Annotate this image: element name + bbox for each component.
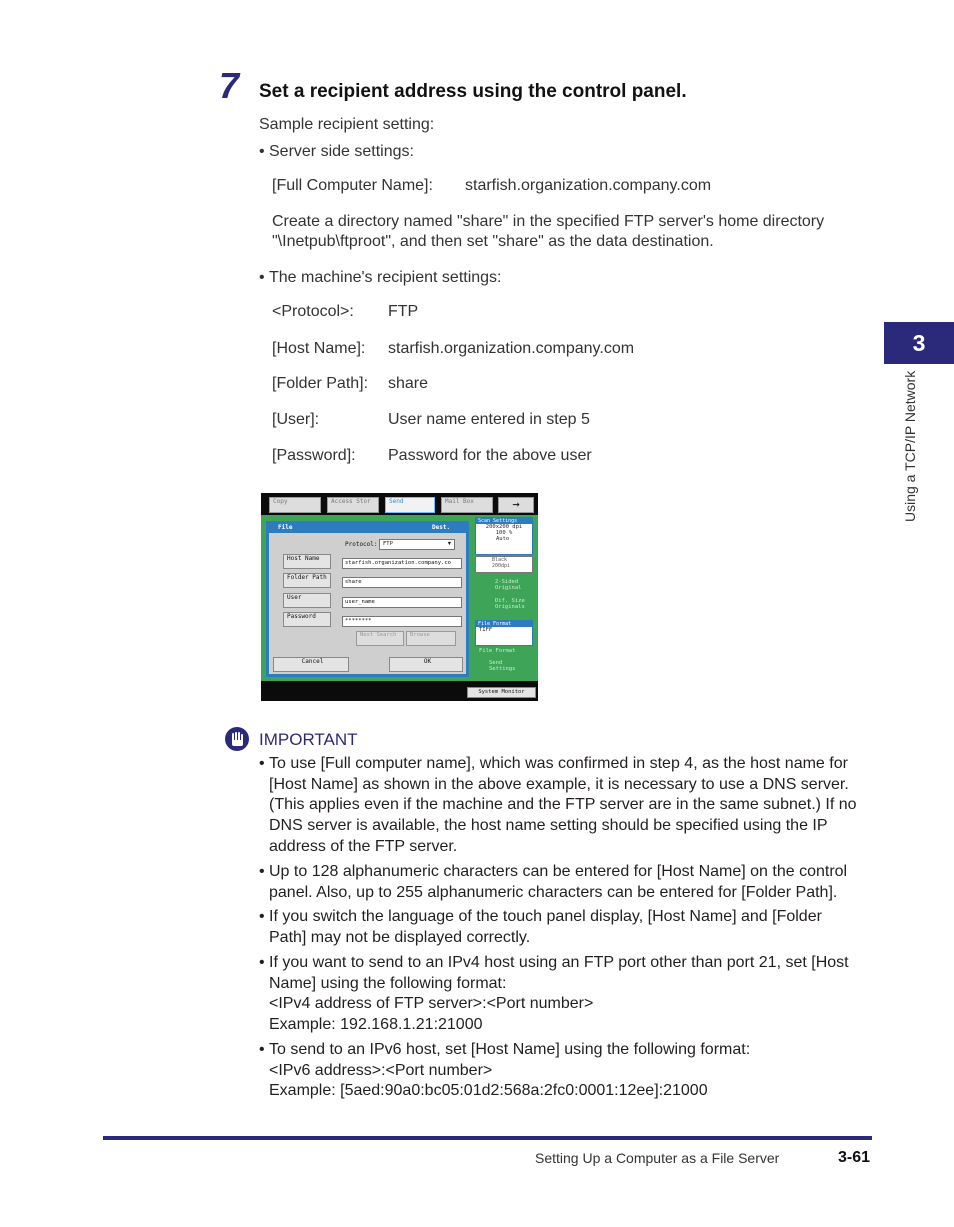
tab-mail-box[interactable]: Mail Box bbox=[441, 497, 493, 513]
server-note-line1: Create a directory named "share" in the specified FTP server's home directory bbox=[272, 213, 825, 230]
diff-size-line1: Dif. Size bbox=[495, 598, 525, 604]
important-hand-icon bbox=[225, 727, 249, 751]
step-title: Set a recipient address using the control panel. bbox=[259, 81, 687, 102]
important-line: Up to 128 alphanumeric characters can be entered for [Host Name] on the control bbox=[269, 863, 848, 880]
full-name-label: [Full Computer Name]: bbox=[272, 177, 433, 194]
bullet-icon: • bbox=[259, 908, 265, 925]
machine-side-bullet: • The machine's recipient settings: bbox=[259, 267, 502, 288]
two-sided-button[interactable] bbox=[475, 579, 553, 591]
send-settings-line1: Send bbox=[489, 660, 503, 666]
important-line: If you switch the language of the touch panel display, [Host Name] and [Folder bbox=[269, 908, 822, 925]
scan-zoom: 100 % bbox=[495, 530, 513, 536]
important-line: To send to an IPv6 host, set [Host Name] using the following format: bbox=[269, 1041, 751, 1058]
send-settings-button[interactable] bbox=[475, 660, 547, 672]
two-sided-line1: 2-Sided bbox=[495, 579, 519, 585]
bullet-icon: • bbox=[259, 1041, 265, 1058]
setting-label: [Host Name]: bbox=[272, 340, 366, 357]
protocol-select[interactable] bbox=[379, 539, 455, 550]
important-line: Path] may not be displayed correctly. bbox=[269, 928, 531, 946]
password-field[interactable]: ******** bbox=[342, 616, 462, 627]
bullet-icon: • bbox=[259, 954, 265, 971]
bullet-icon: • bbox=[259, 755, 265, 772]
user-field[interactable]: user_name bbox=[342, 597, 462, 608]
status-bar bbox=[261, 681, 538, 701]
important-line: To use [Full computer name], which was confirmed in step 4, as the host name for bbox=[269, 755, 848, 772]
important-line: <IPv6 address>:<Port number> bbox=[269, 1061, 493, 1079]
step-number: 7 bbox=[219, 65, 240, 106]
tab-send[interactable]: Send bbox=[385, 497, 435, 513]
dropdown-arrow-icon: ▼ bbox=[447, 541, 451, 547]
important-item bbox=[259, 907, 879, 948]
file-format-button[interactable]: File Format bbox=[479, 648, 516, 654]
scan-resolution: 200x200 dpi bbox=[485, 524, 523, 530]
setting-value: share bbox=[388, 375, 429, 392]
color-mode-line2: 200dpi bbox=[492, 563, 511, 569]
important-line: Example: 192.168.1.21:21000 bbox=[269, 1016, 483, 1034]
diff-size-button[interactable] bbox=[475, 598, 553, 610]
user-button[interactable]: User bbox=[283, 593, 331, 608]
footer-rule bbox=[103, 1136, 872, 1140]
chapter-tab: 3 bbox=[884, 322, 954, 364]
setting-value: starfish.organization.company.com bbox=[388, 340, 635, 357]
ok-button[interactable]: OK bbox=[389, 657, 463, 672]
setting-value: FTP bbox=[388, 303, 419, 320]
file-format-value: TIFF bbox=[479, 627, 493, 633]
file-format-box[interactable] bbox=[475, 620, 533, 646]
important-item bbox=[259, 754, 879, 858]
password-button[interactable]: Password bbox=[283, 612, 331, 627]
dialog-content bbox=[269, 533, 466, 674]
protocol-label: Protocol: bbox=[345, 541, 378, 548]
setting-label: [User]: bbox=[272, 411, 320, 428]
important-item bbox=[259, 953, 879, 1036]
setting-label: [Password]: bbox=[272, 447, 356, 464]
dest-label: Dest. bbox=[432, 524, 451, 531]
sample-label: Sample recipient setting: bbox=[259, 116, 435, 133]
system-monitor-button[interactable]: System Monitor bbox=[467, 687, 536, 698]
cancel-button[interactable]: Cancel bbox=[273, 657, 349, 672]
next-arrow-button[interactable]: → bbox=[498, 497, 534, 513]
color-mode-line1: Black bbox=[492, 557, 508, 563]
two-sided-line2: Original bbox=[495, 585, 522, 591]
footer-section-title: Setting Up a Computer as a File Server bbox=[535, 1150, 780, 1166]
chapter-side-label: Using a TCP/IP Network bbox=[902, 370, 918, 522]
scan-settings-box[interactable] bbox=[475, 517, 533, 555]
send-settings-line2: Settings bbox=[489, 666, 516, 672]
important-line: If you want to send to an IPv4 host using an FTP port other than port 21, set [Host bbox=[269, 954, 849, 971]
setting-value: Password for the above user bbox=[388, 447, 592, 464]
important-item bbox=[259, 1040, 879, 1102]
diff-size-line2: Originals bbox=[495, 604, 525, 610]
page-number: 3-61 bbox=[838, 1149, 871, 1166]
tab-copy[interactable]: Copy bbox=[269, 497, 321, 513]
important-line: Name] using the following format: bbox=[269, 974, 507, 992]
important-line: [Host Name] as shown in the above example, it is necessary to use a DNS server. bbox=[269, 775, 849, 793]
important-line: Example: [5aed:90a0:bc05:01d2:568a:2fc0:0001:12ee]:21000 bbox=[269, 1082, 708, 1100]
scan-settings-header: Scan Settings bbox=[476, 518, 532, 524]
important-line: DNS server is available, the host name setting should be specified using the IP bbox=[269, 817, 828, 835]
folder-path-field[interactable]: share bbox=[342, 577, 462, 588]
host-name-button[interactable]: Host Name bbox=[283, 554, 331, 569]
tab-access-stored[interactable]: Access Stor bbox=[327, 497, 379, 513]
important-label: IMPORTANT bbox=[259, 730, 358, 749]
important-line: panel. Also, up to 255 alphanumeric characters can be entered for [Folder Path]. bbox=[269, 883, 838, 901]
setting-value: User name entered in step 5 bbox=[388, 411, 590, 428]
important-line: <IPv4 address of FTP server>:<Port number> bbox=[269, 995, 594, 1013]
scan-size: Auto bbox=[496, 536, 510, 542]
file-format-header: File Format bbox=[476, 621, 532, 627]
setting-label: [Folder Path]: bbox=[272, 375, 369, 392]
host-name-field[interactable]: starfish.organization.company.co bbox=[342, 558, 462, 569]
control-panel-screenshot bbox=[261, 493, 538, 701]
bullet-icon: • bbox=[259, 863, 265, 880]
file-dialog bbox=[266, 521, 469, 677]
browse-button[interactable]: Browse bbox=[406, 631, 456, 646]
dialog-title: File bbox=[278, 524, 293, 531]
next-search-button[interactable]: Next Search bbox=[356, 631, 404, 646]
important-line: address of the FTP server. bbox=[269, 837, 458, 855]
folder-path-button[interactable]: Folder Path bbox=[283, 573, 331, 588]
server-side-bullet: • Server side settings: bbox=[259, 141, 414, 162]
important-item bbox=[259, 862, 879, 903]
server-note-line2: "\Inetpub\ftproot", and then set "share" as the data destination. bbox=[272, 233, 714, 250]
panel-tab-bar bbox=[261, 493, 538, 515]
protocol-value: FTP bbox=[383, 541, 393, 547]
color-mode-select[interactable] bbox=[475, 556, 533, 573]
important-line: (This applies even if the machine and the FTP server are in the same subnet.) If no bbox=[269, 796, 857, 814]
setting-label: <Protocol>: bbox=[272, 303, 354, 320]
panel-body bbox=[261, 515, 538, 681]
full-name-value: starfish.organization.company.com bbox=[465, 177, 712, 194]
